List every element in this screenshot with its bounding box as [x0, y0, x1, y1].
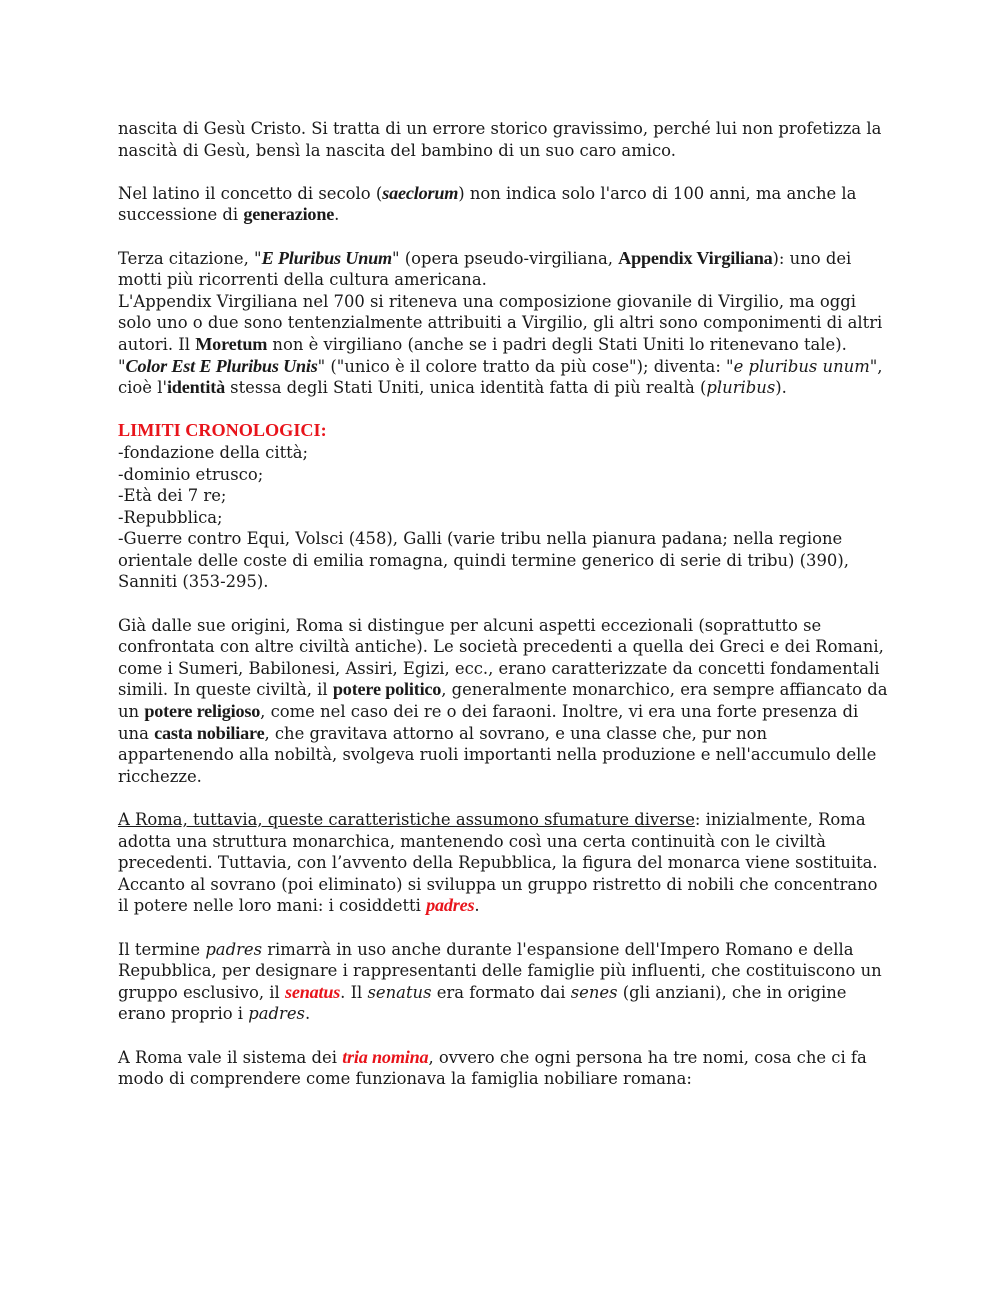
text: ) non indica solo l'arco di 100 anni, ma anche la successione di [118, 183, 857, 225]
text: Terza citazione, " [118, 248, 262, 268]
document-page [118, 118, 888, 1111]
term-appendix-virgiliana: Appendix Virgiliana [618, 247, 773, 268]
text: " [118, 356, 126, 376]
paragraph-tria-nomina [118, 1047, 888, 1090]
text: L'Appendix Virgiliana nel 700 si riteneva una composizione giovanile di Virgilio, ma oggi solo uno o due sono tentenzialmente attribuiti a Virgilio, gli altri sono componimenti di altri autori. Il [118, 291, 883, 354]
text: " ("unico è il colore tratto da più cose"); diventa: " [317, 356, 734, 376]
text: ", cioè l' [118, 356, 883, 398]
text: , come nel caso dei re o dei faraoni. Inoltre, vi era una forte presenza di una [118, 702, 859, 743]
term-potere-religioso: potere religioso [144, 701, 261, 722]
text: " (opera pseudo-virgiliana, [392, 248, 619, 268]
text: ): uno dei motti più ricorrenti della cultura americana. [118, 248, 852, 290]
paragraph-appendix [118, 291, 888, 356]
term-tria-nomina: tria nomina [342, 1046, 429, 1067]
paragraph-terza-citazione [118, 248, 888, 291]
text: Il termine [118, 939, 206, 959]
term-senes: senes [570, 982, 618, 1002]
term-e-pluribus-unum-italic: e pluribus unum [733, 356, 870, 376]
text: : inizialmente, Roma adotta una struttura monarchica, mantenendo così una certa continuità con le civiltà precedenti. Tuttavia, con l’avvento della Repubblica, la figura del monarca viene sostituita. Accanto al sovrano (poi eliminato) si sviluppa un gruppo ristretto di nobili che concentrano il potere nelle loro mani: i cosiddetti [118, 810, 878, 916]
term-senatus: senatus [284, 981, 341, 1002]
text: rimarrà in uso anche durante l'espansione dell'Impero Romano e della Repubblica, per designare i rappresentanti delle famiglie più influenti, che costituiscono un gruppo esclusivo, il [118, 939, 882, 1002]
text: . [474, 896, 480, 916]
term-generazione: generazione [243, 204, 335, 225]
text: Nel latino il concetto di secolo ( [118, 183, 383, 203]
term-potere-politico: potere politico [332, 679, 442, 700]
term-saeclorum: saeclorum [382, 182, 459, 203]
term-moretum: Moretum [195, 333, 268, 354]
paragraph-roma-tuttavia [118, 809, 888, 917]
paragraph-color-est [118, 356, 888, 399]
text: . [304, 1004, 311, 1024]
paragraph-padres [118, 939, 888, 1025]
text: , che gravitava attorno al sovrano, e una classe che, pur non appartenendo alla nobiltà, svolgeva ruoli importanti nella produzione e nell'accumulo delle ricchezze. [118, 723, 877, 786]
text: era formato dai [431, 982, 571, 1002]
term-color-est: Color Est E Pluribus Unis [125, 355, 318, 376]
list-item: -Guerre contro Equi, Volsci (458), Galli (varie tribu nella pianura padana; nella regione orientale delle coste di emilia romagna, quindi termine generico di serie di tribu) (390), Sanniti (353-295). [118, 529, 849, 592]
text: ). [775, 378, 787, 398]
list-item: -dominio etrusco; [118, 464, 264, 484]
text: . [334, 205, 340, 225]
term-padres: padres [205, 939, 263, 959]
text: non è virgiliano (anche se i padri degli Stati Uniti lo ritenevano tale). [267, 334, 847, 354]
text: stessa degli Stati Uniti, unica identità fatta di più realtà ( [224, 378, 707, 398]
underlined-text: A Roma, tuttavia, queste caratteristiche assumono sfumature diverse [118, 810, 695, 829]
text: (gli anziani), che in origine erano proprio i [118, 982, 847, 1024]
text: nascita di Gesù Cristo. Si tratta di un errore storico gravissimo, perché lui non profetizza la nascità di Gesù, bensì la nascita del bambino di un suo caro amico. [118, 119, 882, 160]
text: A Roma vale il sistema dei [118, 1047, 343, 1067]
list-item: -Repubblica; [118, 507, 223, 527]
list-item: -Età dei 7 re; [118, 486, 227, 506]
heading-limiti-cronologici: LIMITI CRONOLOGICI: [118, 420, 327, 441]
list-item: -fondazione della città; [118, 442, 309, 462]
paragraph-nascita [118, 118, 888, 161]
term-padres: padres [426, 895, 475, 916]
term-e-pluribus-unum: E Pluribus Unum [261, 247, 392, 268]
text: , generalmente monarchico, era sempre affiancato da un [118, 680, 888, 722]
term-identita: identità [166, 377, 225, 398]
term-padres: padres [248, 1004, 305, 1024]
term-senatus: senatus [367, 982, 432, 1002]
paragraph-origini [118, 615, 888, 788]
text: . Il [340, 982, 368, 1002]
term-pluribus: pluribus [706, 378, 776, 398]
term-casta-nobiliare: casta nobiliare [154, 722, 265, 743]
text: Già dalle sue origini, Roma si distingue per alcuni aspetti eccezionali (soprattutto se confrontata con altre civiltà antiche). Le società precedenti a quella dei Greci e dei Romani, come i Sumeri, Babilonesi, Assiri, Egizi, ecc., erano caratterizzate da concetti fondamentali simili. In queste civiltà, il [118, 615, 884, 700]
paragraph-saeclorum [118, 183, 888, 226]
text: , ovvero che ogni persona ha tre nomi, cosa che ci fa modo di comprendere come funzionava la famiglia nobiliare romana: [118, 1047, 867, 1089]
